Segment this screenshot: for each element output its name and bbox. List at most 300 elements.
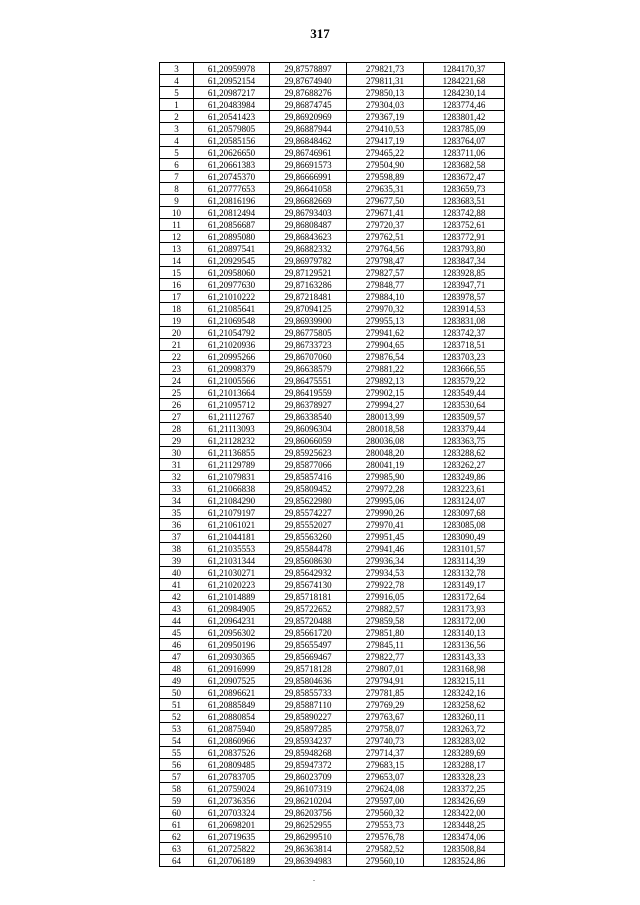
longitude-cell: 29,85877066 — [270, 459, 347, 471]
point-number-cell: 35 — [160, 507, 194, 519]
x-coordinate-cell: 279811,31 — [347, 75, 424, 87]
x-coordinate-cell: 279410,53 — [347, 123, 424, 135]
latitude-cell: 61,21030271 — [194, 567, 270, 579]
x-coordinate-cell: 279465,22 — [347, 147, 424, 159]
y-coordinate-cell: 1283666,55 — [424, 363, 505, 375]
y-coordinate-cell: 1283718,51 — [424, 339, 505, 351]
point-number-cell: 57 — [160, 771, 194, 783]
x-coordinate-cell: 279941,46 — [347, 543, 424, 555]
point-number-cell: 8 — [160, 183, 194, 195]
x-coordinate-cell: 279764,56 — [347, 243, 424, 255]
point-number-cell: 34 — [160, 495, 194, 507]
x-coordinate-cell: 279881,22 — [347, 363, 424, 375]
table-row — [160, 831, 505, 843]
point-number-cell: 41 — [160, 579, 194, 591]
table-row — [160, 759, 505, 771]
x-coordinate-cell: 279955,13 — [347, 315, 424, 327]
latitude-cell: 61,20703324 — [194, 807, 270, 819]
table-row — [160, 447, 505, 459]
x-coordinate-cell: 279417,19 — [347, 135, 424, 147]
table-row — [160, 123, 505, 135]
table-row — [160, 219, 505, 231]
table-row — [160, 747, 505, 759]
latitude-cell: 61,20984905 — [194, 603, 270, 615]
longitude-cell: 29,86808487 — [270, 219, 347, 231]
longitude-cell: 29,85661720 — [270, 627, 347, 639]
y-coordinate-cell: 1283448,25 — [424, 819, 505, 831]
table-row — [160, 627, 505, 639]
point-number-cell: 17 — [160, 291, 194, 303]
point-number-cell: 30 — [160, 447, 194, 459]
table-row — [160, 579, 505, 591]
y-coordinate-cell: 1283132,78 — [424, 567, 505, 579]
latitude-cell: 61,20736356 — [194, 795, 270, 807]
y-coordinate-cell: 1283288,17 — [424, 759, 505, 771]
longitude-cell: 29,86066059 — [270, 435, 347, 447]
point-number-cell: 61 — [160, 819, 194, 831]
longitude-cell: 29,86882332 — [270, 243, 347, 255]
latitude-cell: 61,20860966 — [194, 735, 270, 747]
table-row — [160, 255, 505, 267]
longitude-cell: 29,86107319 — [270, 783, 347, 795]
table-row — [160, 603, 505, 615]
point-number-cell: 47 — [160, 651, 194, 663]
x-coordinate-cell: 279970,41 — [347, 519, 424, 531]
x-coordinate-cell: 279560,10 — [347, 855, 424, 867]
y-coordinate-cell: 1283426,69 — [424, 795, 505, 807]
y-coordinate-cell: 1283249,86 — [424, 471, 505, 483]
longitude-cell: 29,85890227 — [270, 711, 347, 723]
x-coordinate-cell: 279758,07 — [347, 723, 424, 735]
point-number-cell: 54 — [160, 735, 194, 747]
longitude-cell: 29,87129521 — [270, 267, 347, 279]
point-number-cell: 32 — [160, 471, 194, 483]
coordinates-table-body — [160, 63, 505, 867]
table-row — [160, 75, 505, 87]
y-coordinate-cell: 1283742,88 — [424, 207, 505, 219]
x-coordinate-cell: 279936,34 — [347, 555, 424, 567]
table-row — [160, 651, 505, 663]
point-number-cell: 48 — [160, 663, 194, 675]
latitude-cell: 61,20897541 — [194, 243, 270, 255]
table-row — [160, 471, 505, 483]
longitude-cell: 29,85608630 — [270, 555, 347, 567]
x-coordinate-cell: 279822,77 — [347, 651, 424, 663]
longitude-cell: 29,86746961 — [270, 147, 347, 159]
x-coordinate-cell: 279794,91 — [347, 675, 424, 687]
y-coordinate-cell: 1283978,57 — [424, 291, 505, 303]
x-coordinate-cell: 279922,78 — [347, 579, 424, 591]
latitude-cell: 61,21095712 — [194, 399, 270, 411]
y-coordinate-cell: 1283703,23 — [424, 351, 505, 363]
x-coordinate-cell: 279995,06 — [347, 495, 424, 507]
point-number-cell: 22 — [160, 351, 194, 363]
table-row — [160, 171, 505, 183]
table-row — [160, 423, 505, 435]
latitude-cell: 61,20777653 — [194, 183, 270, 195]
point-number-cell: 58 — [160, 783, 194, 795]
table-row — [160, 375, 505, 387]
latitude-cell: 61,21069548 — [194, 315, 270, 327]
x-coordinate-cell: 279624,08 — [347, 783, 424, 795]
x-coordinate-cell: 279851,80 — [347, 627, 424, 639]
point-number-cell: 1 — [160, 99, 194, 111]
table-row — [160, 615, 505, 627]
y-coordinate-cell: 1283711,06 — [424, 147, 505, 159]
table-row — [160, 135, 505, 147]
longitude-cell: 29,86203756 — [270, 807, 347, 819]
table-row — [160, 783, 505, 795]
point-number-cell: 46 — [160, 639, 194, 651]
latitude-cell: 61,21136855 — [194, 447, 270, 459]
latitude-cell: 61,21020223 — [194, 579, 270, 591]
latitude-cell: 61,21113093 — [194, 423, 270, 435]
table-row — [160, 195, 505, 207]
latitude-cell: 61,21066838 — [194, 483, 270, 495]
x-coordinate-cell: 279876,54 — [347, 351, 424, 363]
table-row — [160, 495, 505, 507]
table-row — [160, 531, 505, 543]
point-number-cell: 49 — [160, 675, 194, 687]
x-coordinate-cell: 279972,28 — [347, 483, 424, 495]
latitude-cell: 61,21061021 — [194, 519, 270, 531]
y-coordinate-cell: 1283168,98 — [424, 663, 505, 675]
point-number-cell: 5 — [160, 147, 194, 159]
point-number-cell: 18 — [160, 303, 194, 315]
longitude-cell: 29,86939900 — [270, 315, 347, 327]
point-number-cell: 31 — [160, 459, 194, 471]
x-coordinate-cell: 279582,52 — [347, 843, 424, 855]
x-coordinate-cell: 279367,19 — [347, 111, 424, 123]
table-row — [160, 435, 505, 447]
y-coordinate-cell: 1283140,13 — [424, 627, 505, 639]
x-coordinate-cell: 279916,05 — [347, 591, 424, 603]
longitude-cell: 29,85804636 — [270, 675, 347, 687]
latitude-cell: 61,20896621 — [194, 687, 270, 699]
table-row — [160, 819, 505, 831]
longitude-cell: 29,85947372 — [270, 759, 347, 771]
longitude-cell: 29,86210204 — [270, 795, 347, 807]
latitude-cell: 61,21084290 — [194, 495, 270, 507]
x-coordinate-cell: 279677,50 — [347, 195, 424, 207]
longitude-cell: 29,86843623 — [270, 231, 347, 243]
x-coordinate-cell: 279798,47 — [347, 255, 424, 267]
latitude-cell: 61,20837526 — [194, 747, 270, 759]
table-row — [160, 243, 505, 255]
x-coordinate-cell: 279985,90 — [347, 471, 424, 483]
table-row — [160, 459, 505, 471]
x-coordinate-cell: 279994,27 — [347, 399, 424, 411]
y-coordinate-cell: 1284230,14 — [424, 87, 505, 99]
table-row — [160, 147, 505, 159]
point-number-cell: 44 — [160, 615, 194, 627]
point-number-cell: 42 — [160, 591, 194, 603]
longitude-cell: 29,86682669 — [270, 195, 347, 207]
latitude-cell: 61,21112767 — [194, 411, 270, 423]
longitude-cell: 29,86666991 — [270, 171, 347, 183]
y-coordinate-cell: 1283289,69 — [424, 747, 505, 759]
y-coordinate-cell: 1283097,68 — [424, 507, 505, 519]
latitude-cell: 61,20856687 — [194, 219, 270, 231]
scan-artifact — [313, 880, 315, 881]
point-number-cell: 62 — [160, 831, 194, 843]
x-coordinate-cell: 279951,45 — [347, 531, 424, 543]
latitude-cell: 61,20541423 — [194, 111, 270, 123]
table-row — [160, 555, 505, 567]
x-coordinate-cell: 279714,37 — [347, 747, 424, 759]
y-coordinate-cell: 1283136,56 — [424, 639, 505, 651]
y-coordinate-cell: 1283124,07 — [424, 495, 505, 507]
table-row — [160, 339, 505, 351]
y-coordinate-cell: 1283785,09 — [424, 123, 505, 135]
latitude-cell: 61,21020936 — [194, 339, 270, 351]
x-coordinate-cell: 280036,08 — [347, 435, 424, 447]
longitude-cell: 29,86641058 — [270, 183, 347, 195]
latitude-cell: 61,20579805 — [194, 123, 270, 135]
latitude-cell: 61,21129789 — [194, 459, 270, 471]
longitude-cell: 29,85642932 — [270, 567, 347, 579]
point-number-cell: 12 — [160, 231, 194, 243]
longitude-cell: 29,86707060 — [270, 351, 347, 363]
point-number-cell: 4 — [160, 135, 194, 147]
longitude-cell: 29,85574227 — [270, 507, 347, 519]
longitude-cell: 29,85718181 — [270, 591, 347, 603]
longitude-cell: 29,86394983 — [270, 855, 347, 867]
point-number-cell: 6 — [160, 159, 194, 171]
table-row — [160, 411, 505, 423]
point-number-cell: 39 — [160, 555, 194, 567]
table-row — [160, 723, 505, 735]
y-coordinate-cell: 1283764,07 — [424, 135, 505, 147]
longitude-cell: 29,87688276 — [270, 87, 347, 99]
latitude-cell: 61,21085641 — [194, 303, 270, 315]
latitude-cell: 61,20952154 — [194, 75, 270, 87]
y-coordinate-cell: 1283258,62 — [424, 699, 505, 711]
point-number-cell: 38 — [160, 543, 194, 555]
x-coordinate-cell: 279576,78 — [347, 831, 424, 843]
table-row — [160, 291, 505, 303]
point-number-cell: 59 — [160, 795, 194, 807]
point-number-cell: 60 — [160, 807, 194, 819]
latitude-cell: 61,21054792 — [194, 327, 270, 339]
x-coordinate-cell: 280013,99 — [347, 411, 424, 423]
y-coordinate-cell: 1284170,37 — [424, 63, 505, 75]
longitude-cell: 29,86338540 — [270, 411, 347, 423]
table-row — [160, 687, 505, 699]
x-coordinate-cell: 279597,00 — [347, 795, 424, 807]
y-coordinate-cell: 1283172,64 — [424, 591, 505, 603]
point-number-cell: 28 — [160, 423, 194, 435]
longitude-cell: 29,85563260 — [270, 531, 347, 543]
point-number-cell: 9 — [160, 195, 194, 207]
latitude-cell: 61,20880854 — [194, 711, 270, 723]
y-coordinate-cell: 1283363,75 — [424, 435, 505, 447]
x-coordinate-cell: 279850,13 — [347, 87, 424, 99]
latitude-cell: 61,20626650 — [194, 147, 270, 159]
point-number-cell: 11 — [160, 219, 194, 231]
table-row — [160, 159, 505, 171]
point-number-cell: 16 — [160, 279, 194, 291]
point-number-cell: 14 — [160, 255, 194, 267]
longitude-cell: 29,85718128 — [270, 663, 347, 675]
table-row — [160, 507, 505, 519]
longitude-cell: 29,85948268 — [270, 747, 347, 759]
latitude-cell: 61,20725822 — [194, 843, 270, 855]
longitude-cell: 29,85809452 — [270, 483, 347, 495]
table-row — [160, 399, 505, 411]
latitude-cell: 61,20987217 — [194, 87, 270, 99]
latitude-cell: 61,20809485 — [194, 759, 270, 771]
table-row — [160, 483, 505, 495]
table-row — [160, 543, 505, 555]
latitude-cell: 61,21005566 — [194, 375, 270, 387]
y-coordinate-cell: 1283672,47 — [424, 171, 505, 183]
point-number-cell: 33 — [160, 483, 194, 495]
latitude-cell: 61,20895080 — [194, 231, 270, 243]
y-coordinate-cell: 1283149,17 — [424, 579, 505, 591]
longitude-cell: 29,85674130 — [270, 579, 347, 591]
x-coordinate-cell: 279934,53 — [347, 567, 424, 579]
longitude-cell: 29,87163286 — [270, 279, 347, 291]
point-number-cell: 53 — [160, 723, 194, 735]
longitude-cell: 29,86363814 — [270, 843, 347, 855]
table-row — [160, 363, 505, 375]
x-coordinate-cell: 279827,57 — [347, 267, 424, 279]
point-number-cell: 10 — [160, 207, 194, 219]
y-coordinate-cell: 1283379,44 — [424, 423, 505, 435]
longitude-cell: 29,85925623 — [270, 447, 347, 459]
x-coordinate-cell: 279781,85 — [347, 687, 424, 699]
x-coordinate-cell: 279970,32 — [347, 303, 424, 315]
y-coordinate-cell: 1283524,86 — [424, 855, 505, 867]
point-number-cell: 51 — [160, 699, 194, 711]
latitude-cell: 61,20930365 — [194, 651, 270, 663]
table-row — [160, 279, 505, 291]
longitude-cell: 29,86874745 — [270, 99, 347, 111]
longitude-cell: 29,85722652 — [270, 603, 347, 615]
longitude-cell: 29,86691573 — [270, 159, 347, 171]
longitude-cell: 29,86979782 — [270, 255, 347, 267]
table-row — [160, 807, 505, 819]
table-row — [160, 771, 505, 783]
y-coordinate-cell: 1283328,23 — [424, 771, 505, 783]
y-coordinate-cell: 1283947,71 — [424, 279, 505, 291]
x-coordinate-cell: 280018,58 — [347, 423, 424, 435]
y-coordinate-cell: 1283752,61 — [424, 219, 505, 231]
y-coordinate-cell: 1283283,02 — [424, 735, 505, 747]
latitude-cell: 61,20783705 — [194, 771, 270, 783]
point-number-cell: 3 — [160, 63, 194, 75]
longitude-cell: 29,86887944 — [270, 123, 347, 135]
table-row — [160, 675, 505, 687]
latitude-cell: 61,20719635 — [194, 831, 270, 843]
point-number-cell: 19 — [160, 315, 194, 327]
point-number-cell: 23 — [160, 363, 194, 375]
longitude-cell: 29,85897285 — [270, 723, 347, 735]
x-coordinate-cell: 279882,57 — [347, 603, 424, 615]
x-coordinate-cell: 279990,26 — [347, 507, 424, 519]
table-row — [160, 639, 505, 651]
point-number-cell: 56 — [160, 759, 194, 771]
latitude-cell: 61,20950196 — [194, 639, 270, 651]
latitude-cell: 61,20977630 — [194, 279, 270, 291]
longitude-cell: 29,86419559 — [270, 387, 347, 399]
longitude-cell: 29,85622980 — [270, 495, 347, 507]
y-coordinate-cell: 1283579,22 — [424, 375, 505, 387]
x-coordinate-cell: 279598,89 — [347, 171, 424, 183]
table-row — [160, 699, 505, 711]
longitude-cell: 29,85552027 — [270, 519, 347, 531]
point-number-cell: 63 — [160, 843, 194, 855]
y-coordinate-cell: 1283928,85 — [424, 267, 505, 279]
point-number-cell: 64 — [160, 855, 194, 867]
latitude-cell: 61,20812494 — [194, 207, 270, 219]
y-coordinate-cell: 1283682,58 — [424, 159, 505, 171]
y-coordinate-cell: 1283914,53 — [424, 303, 505, 315]
x-coordinate-cell: 279941,62 — [347, 327, 424, 339]
x-coordinate-cell: 279884,10 — [347, 291, 424, 303]
latitude-cell: 61,21079831 — [194, 471, 270, 483]
page-number: 317 — [310, 26, 330, 41]
y-coordinate-cell: 1283659,73 — [424, 183, 505, 195]
x-coordinate-cell: 279769,29 — [347, 699, 424, 711]
latitude-cell: 61,21013664 — [194, 387, 270, 399]
point-number-cell: 55 — [160, 747, 194, 759]
longitude-cell: 29,87578897 — [270, 63, 347, 75]
table-row — [160, 387, 505, 399]
point-number-cell: 21 — [160, 339, 194, 351]
longitude-cell: 29,86638579 — [270, 363, 347, 375]
table-row — [160, 231, 505, 243]
x-coordinate-cell: 279892,13 — [347, 375, 424, 387]
longitude-cell: 29,85855733 — [270, 687, 347, 699]
table-row — [160, 315, 505, 327]
y-coordinate-cell: 1283262,27 — [424, 459, 505, 471]
latitude-cell: 61,20585156 — [194, 135, 270, 147]
coordinates-table — [159, 62, 505, 867]
point-number-cell: 3 — [160, 123, 194, 135]
point-number-cell: 37 — [160, 531, 194, 543]
latitude-cell: 61,21014889 — [194, 591, 270, 603]
latitude-cell: 61,20964231 — [194, 615, 270, 627]
x-coordinate-cell: 279671,41 — [347, 207, 424, 219]
longitude-cell: 29,86920969 — [270, 111, 347, 123]
latitude-cell: 61,21079197 — [194, 507, 270, 519]
table-row — [160, 855, 505, 867]
table-row — [160, 663, 505, 675]
longitude-cell: 29,85857416 — [270, 471, 347, 483]
y-coordinate-cell: 1283772,91 — [424, 231, 505, 243]
point-number-cell: 40 — [160, 567, 194, 579]
longitude-cell: 29,87674940 — [270, 75, 347, 87]
y-coordinate-cell: 1283530,64 — [424, 399, 505, 411]
point-number-cell: 5 — [160, 87, 194, 99]
y-coordinate-cell: 1283223,61 — [424, 483, 505, 495]
latitude-cell: 61,20759024 — [194, 783, 270, 795]
longitude-cell: 29,87094125 — [270, 303, 347, 315]
longitude-cell: 29,85887110 — [270, 699, 347, 711]
latitude-cell: 61,20995266 — [194, 351, 270, 363]
longitude-cell: 29,86475551 — [270, 375, 347, 387]
table-row — [160, 99, 505, 111]
latitude-cell: 61,20483984 — [194, 99, 270, 111]
point-number-cell: 15 — [160, 267, 194, 279]
table-row — [160, 63, 505, 75]
x-coordinate-cell: 279560,32 — [347, 807, 424, 819]
y-coordinate-cell: 1283173,93 — [424, 603, 505, 615]
table-row — [160, 567, 505, 579]
longitude-cell: 29,87218481 — [270, 291, 347, 303]
